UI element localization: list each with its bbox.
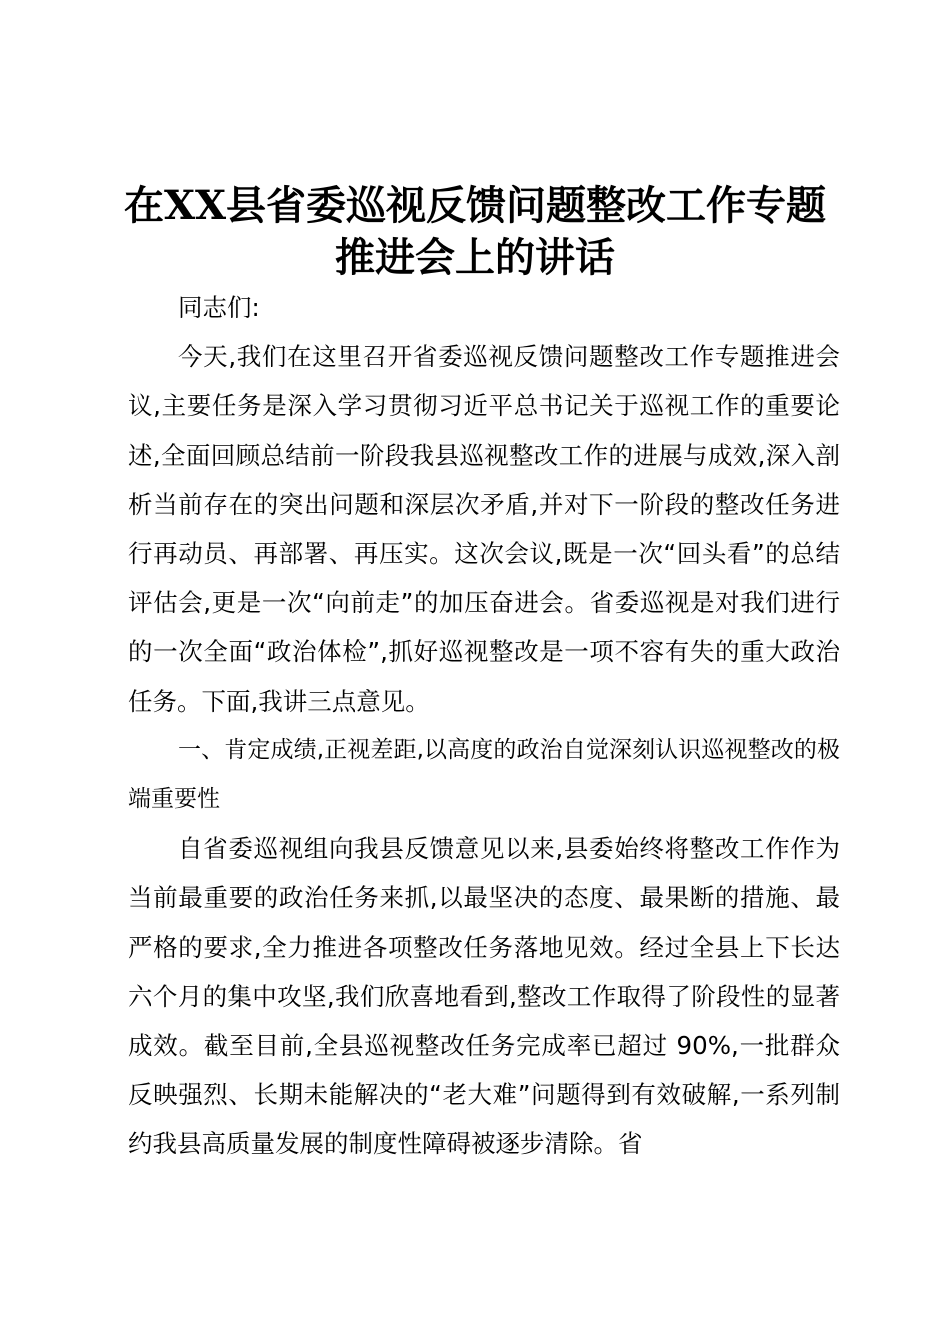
document-title: 在XX县省委巡视反馈问题整改工作专题推进会上的讲话: [123, 182, 827, 281]
paragraph-section-1: 自省委巡视组向我县反馈意见以来,县委始终将整改工作作为当前最重要的政治任务来抓,以最坚决的态度、最果断的措施、最严格的要求,全力推进各项整改任务落地见效。经过全县上下长达六个月的集中攻坚,我们欣喜地看到,整改工作取得了阶段性的显著成效。截至目前,全县巡视整改任务完成率已超过 90%,一批群众反映强烈、长期未能解决的“老大难”问题得到有效破解,一系列制约我县高质量发展的制度性障碍被逐步清除。省: [128, 834, 840, 1159]
document-body: [128, 283, 840, 1169]
paragraph-intro: 今天,我们在这里召开省委巡视反馈问题整改工作专题推进会议,主要任务是深入学习贯彻习近平总书记关于巡视工作的重要论述,全面回顾总结前一阶段我县巡视整改工作的进展与成效,深入剖析当前存在的突出问题和深层次矛盾,并对下一阶段的整改任务进行再动员、再部署、再压实。这次会议,既是一次“回头看”的总结评估会,更是一次“向前走”的加压奋进会。省委巡视是对我们进行的一次全面“政治体检”,抓好巡视整改是一项不容有失的重大政治任务。下面,我讲三点意见。: [128, 342, 840, 716]
section-heading: 一、肯定成绩,正视差距,以高度的政治自觉深刻认识巡视整改的极端重要性: [128, 736, 840, 813]
salutation: 同志们:: [178, 293, 260, 322]
